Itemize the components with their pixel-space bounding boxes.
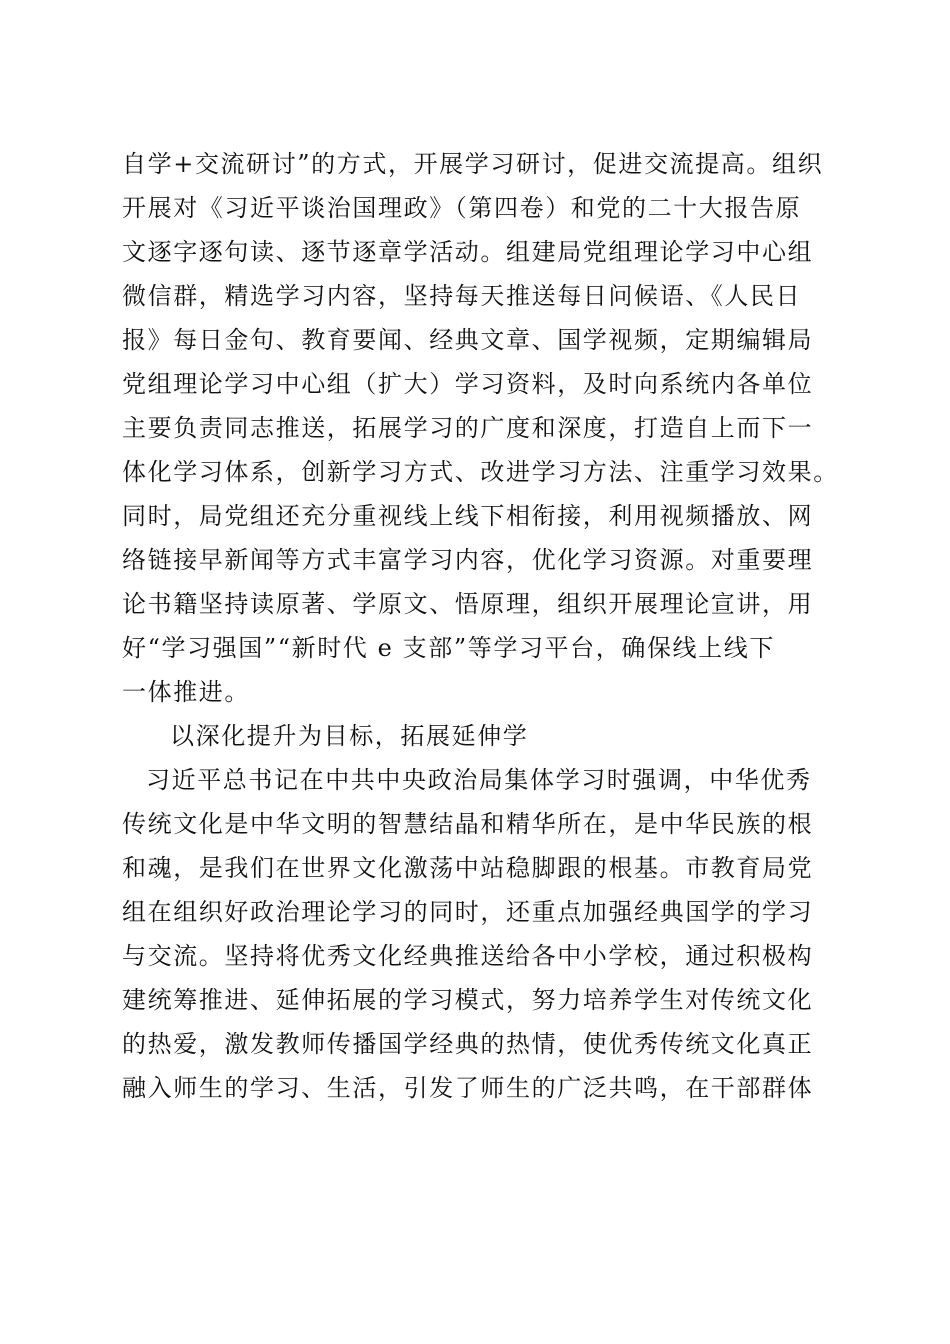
text-line: 传统文化是中华文明的智慧结晶和精华所在，是中华民族的根 — [122, 810, 814, 838]
text-line: 党组理论学习中心组（扩大）学习资料，及时向系统内各单位 — [122, 370, 814, 398]
text-line: 论书籍坚持读原著、学原文、悟原理，组织开展理论宣讲，用 — [122, 590, 814, 618]
text-line: 同时，局党组还充分重视线上线下相衔接，利用视频播放、网 — [122, 502, 814, 530]
text-line: 和魂，是我们在世界文化激荡中站稳脚跟的根基。市教育局党 — [122, 854, 814, 882]
text-line: 建统筹推进、延伸拓展的学习模式，努力培养学生对传统文化 — [122, 986, 814, 1014]
text-line: 组在组织好政治理论学习的同时，还重点加强经典国学的学习 — [122, 898, 814, 926]
text-line: 体化学习体系，创新学习方式、改进学习方法、注重学习效果。 — [122, 458, 839, 486]
text-line: 文逐字逐句读、逐节逐章学活动。组建局党组理论学习中心组 — [122, 238, 814, 266]
text-line: 好“学习强国”“新时代 e 支部”等学习平台，确保线上线下 — [122, 634, 775, 662]
text-line: 主要负责同志推送，拓展学习的广度和深度，打造自上而下一 — [122, 414, 814, 442]
paragraph-traditional-culture — [122, 758, 842, 1110]
text-line: 络链接早新闻等方式丰富学习内容，优化学习资源。对重要理 — [122, 546, 814, 574]
text-line: 开展对《习近平谈治国理政》（第四卷）和党的二十大报告原 — [122, 194, 802, 222]
text-line: 与交流。坚持将优秀文化经典推送给各中小学校，通过积极构 — [122, 942, 814, 970]
text-line: 一体推进。 — [122, 678, 250, 706]
text-line: 融入师生的学习、生活，引发了师生的广泛共鸣，在干部群体 — [122, 1074, 814, 1102]
text-line: 的热爱，激发教师传播国学经典的热情，使优秀传统文化真正 — [122, 1030, 814, 1058]
text-line: 微信群，精选学习内容，坚持每天推送每日问候语、《人民日 — [122, 282, 802, 310]
section-heading: 以深化提升为目标，拓展延伸学 — [170, 722, 529, 750]
paragraph-study-methods — [122, 142, 842, 714]
text-line: 自学+交流研讨”的方式，开展学习研讨，促进交流提高。组织 — [122, 150, 824, 178]
text-line: 习近平总书记在中共中央政治局集体学习时强调，中华优秀 — [146, 766, 812, 794]
text-line: 报》每日金句、教育要闻、经典文章、国学视频，定期编辑局 — [122, 326, 814, 354]
document-body — [122, 142, 842, 1110]
